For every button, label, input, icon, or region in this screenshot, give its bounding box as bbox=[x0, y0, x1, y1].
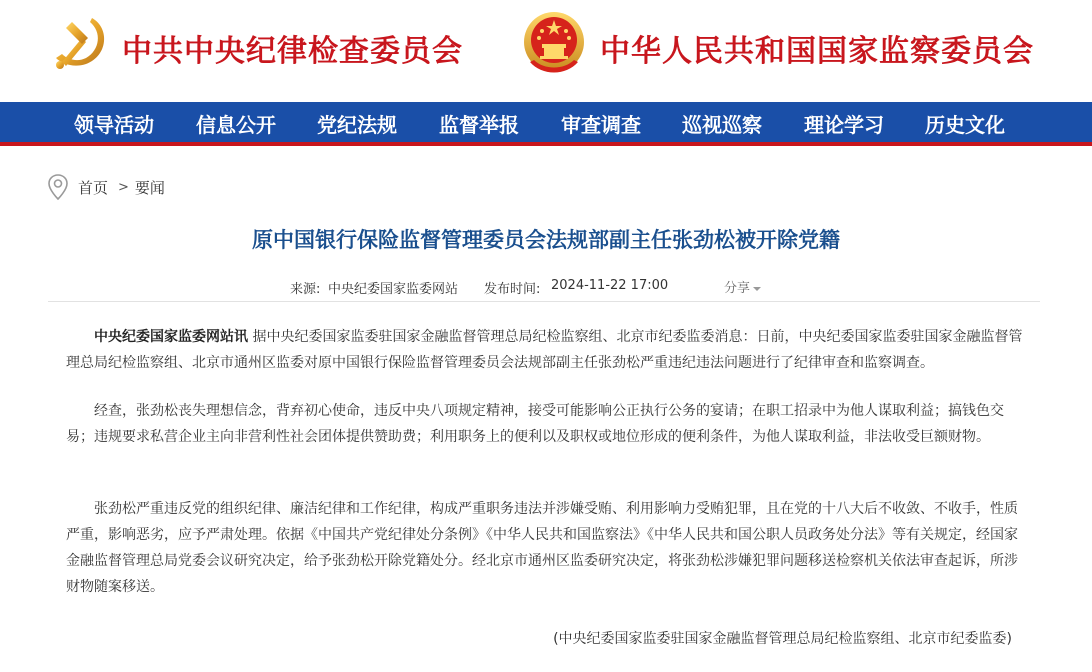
party-emblem-icon bbox=[48, 12, 110, 74]
nav-item-leadership[interactable]: 领导活动 bbox=[74, 113, 154, 137]
article-signoff: (中央纪委国家监委驻国家金融监督管理总局纪检监察组、北京市纪委监委) bbox=[553, 631, 1012, 647]
location-pin-icon bbox=[46, 173, 70, 201]
publish-time-label: 发布时间: bbox=[484, 282, 541, 297]
publish-time-value: 2024-11-22 17:00 bbox=[551, 278, 669, 293]
nav-item-inspection[interactable]: 巡视巡察 bbox=[682, 113, 762, 137]
site-header bbox=[0, 0, 1092, 102]
article-title: 原中国银行保险监督管理委员会法规部副主任张劲松被开除党籍 bbox=[252, 228, 840, 252]
share-label: 分享 bbox=[724, 281, 751, 296]
national-emblem-icon bbox=[522, 10, 586, 78]
org-title-right: 中华人民共和国国家监察委员会 bbox=[600, 34, 1034, 69]
org-title-left: 中共中央纪律检查委员会 bbox=[122, 34, 463, 69]
share-button[interactable] bbox=[724, 277, 761, 296]
meta-divider bbox=[48, 301, 1040, 302]
source-value: 中央纪委国家监委网站 bbox=[328, 282, 459, 297]
article-paragraph-3: 张劲松严重违反党的组织纪律、廉洁纪律和工作纪律，构成严重职务违法并涉嫌受贿、利用影响力受贿犯罪，且在党的十八大后不收敛、不收手，性质严重，影响恶劣，应予严肃处理。依据《中国共产党纪律处分条例》《中华人民共和国监察法》《中华人民共和国公职人员政务处分法》等有关规定，经国家金融监督管理总局党委会议研究决定，给予张劲松开除党籍处分。经北京市通州区监委研究决定，将张劲松涉嫌犯罪问题移送检察机关依法审查起诉，所涉财物随案移送。 bbox=[66, 501, 1018, 595]
nav-item-theory[interactable]: 理论学习 bbox=[804, 113, 884, 137]
nav-red-border bbox=[0, 142, 1092, 146]
nav-item-investigation[interactable]: 审查调查 bbox=[561, 113, 641, 137]
main-nav bbox=[0, 102, 1092, 142]
breadcrumb-separator: > bbox=[118, 179, 129, 195]
breadcrumb-current-link[interactable]: 要闻 bbox=[134, 178, 165, 197]
article-lead: 中央纪委国家监委网站讯 bbox=[94, 329, 248, 345]
chevron-down-icon bbox=[753, 287, 761, 291]
nav-item-info-disclosure[interactable]: 信息公开 bbox=[196, 113, 276, 137]
nav-item-report[interactable]: 监督举报 bbox=[439, 113, 519, 137]
nav-item-party-regulations[interactable]: 党纪法规 bbox=[317, 113, 397, 137]
breadcrumb bbox=[46, 172, 165, 202]
breadcrumb-home-link[interactable]: 首页 bbox=[78, 178, 109, 197]
article-paragraph-2: 经查，张劲松丧失理想信念，背弃初心使命，违反中央八项规定精神，接受可能影响公正执行公务的宴请；在职工招录中为他人谋取利益；搞钱色交易；违规要求私营企业主向非营利性社会团体提供赞助费；利用职务上的便利以及职权或地位形成的便利条件，为他人谋取利益，非法收受巨额财物。 bbox=[66, 403, 1004, 445]
source-label: 来源: bbox=[290, 282, 321, 297]
nav-item-history[interactable]: 历史文化 bbox=[925, 113, 1005, 137]
article-paragraph-1: 中央纪委国家监委网站讯 据中央纪委国家监委驻国家金融监督管理总局纪检监察组、北京市纪委监委消息：日前，中央纪委国家监委驻国家金融监督管理总局纪检监察组、北京市通州区监委对原中国银行保险监督管理委员会法规部副主任张劲松严重违纪违法问题进行了纪律审查和监察调查。 bbox=[66, 329, 1023, 371]
